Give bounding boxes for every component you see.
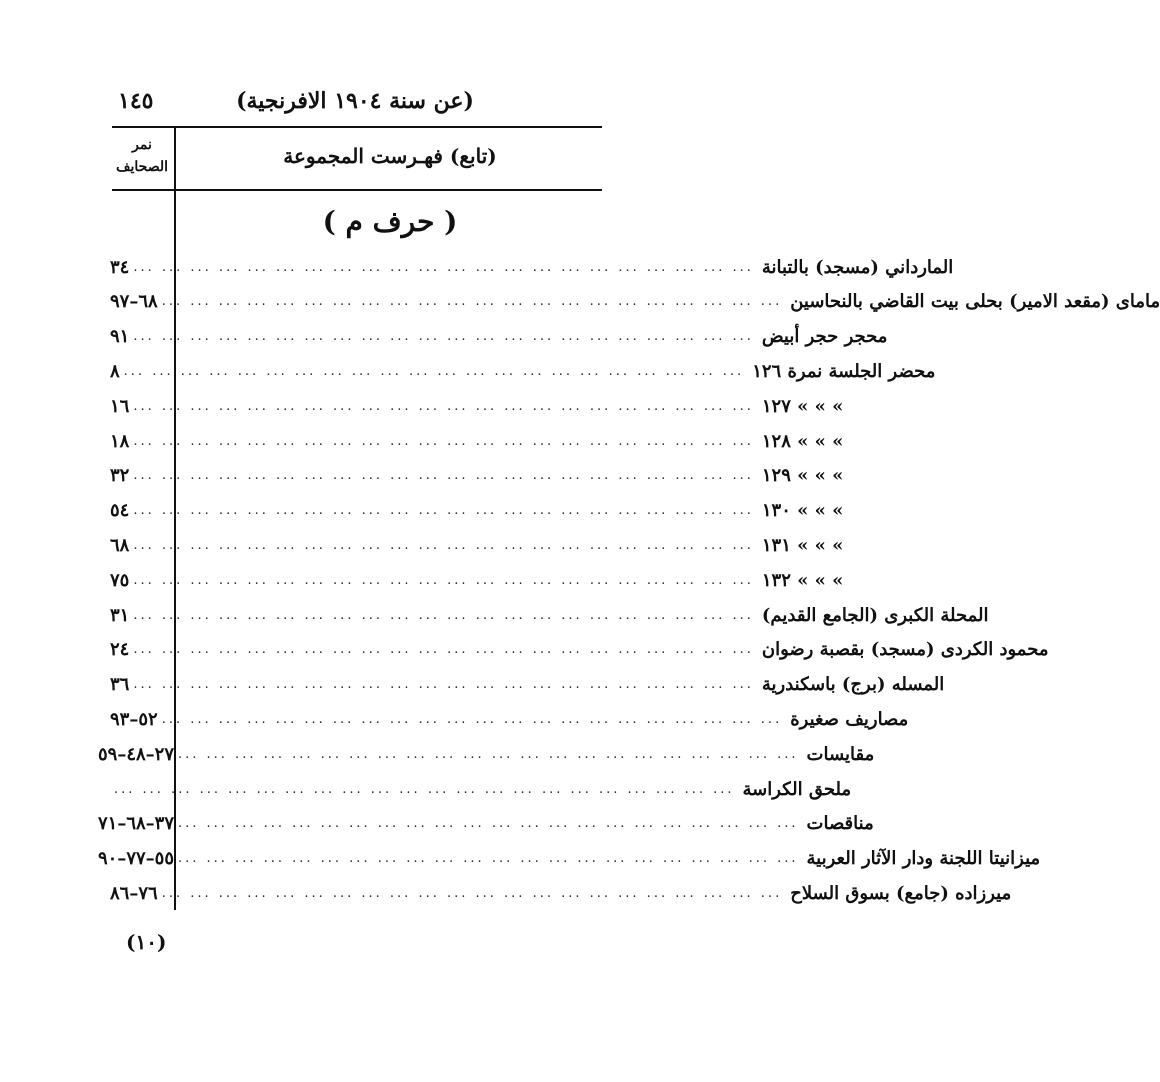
entry-main — [133, 431, 843, 452]
index-entry — [110, 563, 844, 597]
leader-dots: ... ... ... ... ... ... ... ... ... ... ... ... ... ... ... ... ... ... ... ... ... ... — [133, 468, 754, 484]
index-entry — [110, 494, 844, 528]
leader-dots: ... ... ... ... ... ... ... ... ... ... ... ... ... ... ... ... ... ... ... ... ... ... — [133, 607, 754, 623]
entry-name: ميرزاده (جامع) بسوق السلاح — [790, 882, 1012, 904]
section-title: ( حرف م ) — [322, 205, 458, 238]
signature-mark: (١٠) — [126, 930, 167, 954]
leader-dots: ... ... ... ... ... ... ... ... ... ... ... ... ... ... ... ... ... ... ... ... ... ... — [161, 711, 783, 727]
entry-name: مقايسات — [806, 743, 875, 765]
entry-main — [133, 674, 944, 695]
entry-main — [178, 744, 874, 765]
entry-pages: ٧٥ — [110, 569, 130, 591]
index-entry — [110, 250, 954, 284]
index-column-header: (تابع) فهـرست المجموعة — [283, 144, 497, 168]
entry-name: » » » ١٣٢ — [761, 569, 844, 591]
entry-pages: ٣١ — [110, 604, 130, 626]
entry-name: مناقصات — [806, 813, 874, 835]
entry-name: محجر حجر أبيض — [761, 326, 888, 348]
entry-pages: ٣٧–٦٨–٧١ — [97, 813, 174, 835]
entry-main — [133, 465, 843, 486]
index-entry — [110, 424, 844, 458]
leader-dots: ... ... ... ... ... ... ... ... ... ... ... ... ... ... ... ... ... ... ... ... ... ... — [133, 642, 754, 658]
entry-pages: ٢٤ — [110, 639, 130, 661]
header-rule — [112, 126, 602, 128]
entry-name: » » » ١٢٧ — [761, 395, 844, 417]
entry-pages: ٣٦ — [110, 674, 130, 696]
entry-pages: ٨ — [110, 360, 120, 382]
entry-name: » » » ١٢٩ — [761, 465, 844, 487]
index-entry — [97, 842, 1041, 876]
leader-dots: ... ... ... ... ... ... ... ... ... ... ... ... ... ... ... ... ... ... ... ... ... ... — [133, 398, 754, 414]
leader-dots: ... ... ... ... ... ... ... ... ... ... ... ... ... ... ... ... ... ... ... ... ... ... — [178, 746, 799, 762]
entry-pages: ٦٨–٩٧ — [110, 291, 158, 313]
index-entry — [110, 633, 1049, 667]
entry-pages: ٧٦–٨٦ — [110, 882, 158, 904]
leader-dots: ... ... ... ... ... ... ... ... ... ... ... ... ... ... ... ... ... ... ... ... ... ... — [123, 363, 745, 379]
entry-main — [162, 709, 909, 730]
index-entry — [97, 807, 874, 841]
entry-main — [133, 639, 1048, 660]
index-entry — [110, 389, 844, 423]
entry-name: مصاريف صغيرة — [790, 708, 909, 730]
entry-pages: ٢٧–٤٨–٥٩ — [97, 743, 174, 765]
entry-main — [133, 257, 953, 278]
index-entry — [110, 598, 989, 632]
entry-pages: ٥٢–٩٣ — [110, 708, 158, 730]
entry-main — [114, 779, 851, 800]
pages-column-header — [112, 134, 172, 178]
entry-name: ميزانيتا اللجنة ودار الآثار العربية — [806, 848, 1041, 870]
leader-dots: ... ... ... ... ... ... ... ... ... ... ... ... ... ... ... ... ... ... ... ... ... ... — [133, 537, 754, 553]
entry-pages: ١٦ — [110, 395, 130, 417]
entry-main — [133, 605, 988, 626]
pages-column-header-line2: الصحايف — [116, 159, 168, 175]
entry-pages: ٥٥–٧٧–٩٠ — [97, 848, 174, 870]
entry-pages: ٣٤ — [110, 256, 130, 278]
entry-main — [178, 848, 1040, 869]
entry-pages: ٣٢ — [110, 465, 130, 487]
index-entry — [110, 320, 888, 354]
leader-dots: ... ... ... ... ... ... ... ... ... ... ... ... ... ... ... ... ... ... ... ... ... ... — [133, 677, 754, 693]
leader-dots: ... ... ... ... ... ... ... ... ... ... ... ... ... ... ... ... ... ... ... ... ... ... — [133, 572, 754, 588]
index-entry — [110, 354, 936, 388]
running-title: (عن سنة ١٩٠٤ الافرنجية) — [236, 88, 474, 114]
leader-dots: ... ... ... ... ... ... ... ... ... ... ... ... ... ... ... ... ... ... ... ... ... ... — [133, 259, 754, 275]
index-entry — [110, 459, 844, 493]
page-number: ١٤٥ — [118, 88, 154, 114]
entry-name: ملحق الكراسة — [742, 778, 852, 800]
entry-pages: ٦٨ — [110, 534, 130, 556]
leader-dots: ... ... ... ... ... ... ... ... ... ... ... ... ... ... ... ... ... ... ... ... ... ... — [133, 329, 754, 345]
index-entry — [110, 285, 1160, 319]
index-entry — [110, 668, 945, 702]
leader-dots: ... ... ... ... ... ... ... ... ... ... ... ... ... ... ... ... ... ... ... ... ... ... — [178, 851, 799, 867]
leader-dots: ... ... ... ... ... ... ... ... ... ... ... ... ... ... ... ... ... ... ... ... ... ... — [161, 294, 783, 310]
entry-pages: ١٨ — [110, 430, 130, 452]
index-entry — [110, 528, 844, 562]
entry-name: المحلة الكبرى (الجامع القديم) — [761, 604, 989, 626]
pages-column-header-line1: نمر — [132, 137, 152, 153]
entry-main — [133, 326, 887, 347]
entry-main — [162, 291, 1160, 312]
leader-dots: ... ... ... ... ... ... ... ... ... ... ... ... ... ... ... ... ... ... ... ... ... ... — [133, 433, 754, 449]
leader-dots: ... ... ... ... ... ... ... ... ... ... ... ... ... ... ... ... ... ... ... ... ... ... — [133, 503, 754, 519]
entry-name: محضر الجلسة نمرة ١٢٦ — [752, 360, 936, 382]
entry-name: » » » ١٢٨ — [761, 430, 844, 452]
entry-main — [133, 535, 843, 556]
entry-name: » » » ١٣٠ — [761, 500, 844, 522]
index-entry — [110, 702, 909, 736]
entry-name: » » » ١٣١ — [761, 534, 844, 556]
entry-main — [178, 813, 874, 834]
index-entry — [97, 737, 875, 771]
index-entry — [110, 772, 852, 806]
entry-main — [162, 883, 1012, 904]
entry-name: المارداني (مسجد) بالتبانة — [761, 256, 954, 278]
entry-pages: ٩١ — [110, 326, 130, 348]
index-entry — [110, 876, 1012, 910]
entry-main — [124, 361, 936, 382]
leader-dots: ... ... ... ... ... ... ... ... ... ... ... ... ... ... ... ... ... ... ... ... ... ... — [114, 781, 735, 797]
table-header-rule — [112, 189, 602, 191]
leader-dots: ... ... ... ... ... ... ... ... ... ... ... ... ... ... ... ... ... ... ... ... ... ... — [161, 885, 783, 901]
entry-name: ماماى (مقعد الامير) بحلى بيت القاضي بالنحاسين — [790, 291, 1160, 313]
leader-dots: ... ... ... ... ... ... ... ... ... ... ... ... ... ... ... ... ... ... ... ... ... ... — [178, 816, 799, 832]
entry-name: المسله (برج) باسكندرية — [761, 674, 945, 696]
entry-name: محمود الكردى (مسجد) بقصبة رضوان — [761, 639, 1049, 661]
entry-main — [133, 500, 843, 521]
entry-pages: ٥٤ — [110, 500, 130, 522]
entry-main — [133, 570, 843, 591]
entry-main — [133, 396, 843, 417]
